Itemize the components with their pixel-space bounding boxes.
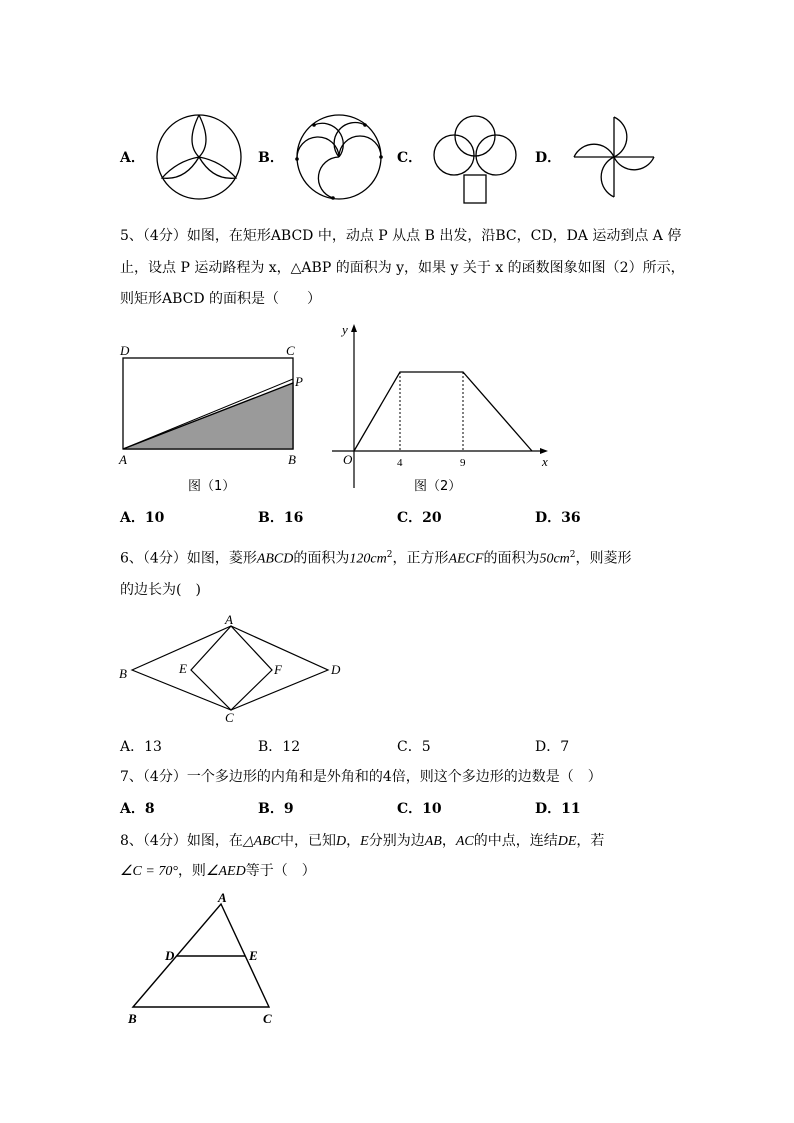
fig1-caption: 图（1）	[188, 479, 236, 494]
graph-tick-4: 4	[397, 457, 403, 469]
q5-option-b[interactable]: B．16	[258, 510, 304, 526]
graph-x-label: x	[542, 454, 548, 469]
fig8-label-c: C	[263, 1011, 272, 1026]
graph-tick-9: 9	[460, 457, 466, 469]
q7-option-c[interactable]: C．10	[397, 801, 442, 817]
q5-figure-1-rectangle	[110, 338, 320, 498]
circle-spiral-arcs-figure	[295, 113, 383, 201]
fig8-label-d: D	[165, 948, 175, 963]
fig8-label-e: E	[249, 948, 258, 963]
q7-option-a[interactable]: A．8	[120, 801, 155, 817]
q5-figure-2-graph	[330, 320, 560, 500]
q7-option-d[interactable]: D．11	[535, 801, 581, 817]
fig6-label-b: B	[119, 666, 127, 681]
q6-text-line2: 的边长为( )	[120, 582, 201, 598]
q6-option-a[interactable]: A．13	[120, 739, 162, 755]
q8-figure-triangle	[120, 890, 290, 1030]
q4-option-d-label[interactable]: D．	[535, 150, 562, 166]
q5-text-line1: 5、（4分）如图，在矩形ABCD 中，动点 P 从点 B 出发，沿BC，CD，DA 运动到点 A 停	[120, 228, 682, 244]
graph-line	[354, 372, 532, 451]
q7-option-b[interactable]: B．9	[258, 801, 294, 817]
q6-text-line1: 6、（4分）如图，菱形ABCD的面积为$120cm^2$，正方形AECF的面积为$50cm^2$，则菱形	[120, 550, 632, 567]
q5-text-line3: 则矩形ABCD 的面积是（ ）	[120, 291, 322, 307]
q4-option-c-label[interactable]: C．	[397, 150, 423, 166]
fig6-label-e: E	[179, 661, 187, 676]
q5-text-line2: 止，设点 P 运动路程为 x，△ABP 的面积为 y，如果 y 关于 x 的函数图象如图（2）所示，	[120, 260, 685, 276]
q8-text-line1: 8、（4分）如图，在△ABC中，已知D，E分别为边AB，AC的中点，连结DE，若	[120, 833, 605, 849]
fig8-label-b: B	[128, 1011, 137, 1026]
fig1-label-b: B	[288, 452, 296, 467]
graph-y-label: y	[342, 322, 348, 337]
fig2-caption: 图（2）	[414, 479, 462, 494]
q6-option-c[interactable]: C．5	[397, 739, 431, 755]
fig6-label-d: D	[331, 662, 341, 677]
q5-option-c[interactable]: C．20	[397, 510, 442, 526]
fig1-label-a: A	[119, 452, 127, 467]
fig1-label-c: C	[286, 343, 295, 358]
pinwheel-figure	[570, 113, 658, 201]
q6-option-d[interactable]: D．7	[535, 739, 570, 755]
q6-option-b[interactable]: B．12	[258, 739, 301, 755]
triangle-abp-shaded	[123, 383, 293, 449]
fig6-label-a: A	[225, 612, 233, 627]
q5-option-a[interactable]: A．10	[120, 510, 165, 526]
fig8-label-a: A	[218, 890, 227, 905]
q6-figure-rhombus	[115, 612, 355, 727]
q5-option-d[interactable]: D．36	[535, 510, 581, 526]
q4-option-b-label[interactable]: B．	[258, 150, 284, 166]
circle-three-arcs-figure	[155, 113, 243, 201]
q7-text: 7、（4分）一个多边形的内角和是外角和的4倍，则这个多边形的边数是（ ）	[120, 769, 602, 785]
fig6-label-f: F	[274, 662, 282, 677]
fig1-label-p: P	[295, 374, 303, 389]
q4-option-a-label[interactable]: A．	[120, 150, 145, 166]
three-circles-with-square-figure	[432, 115, 520, 205]
fig6-label-c: C	[225, 710, 234, 725]
graph-origin-label: O	[343, 452, 353, 467]
q8-text-line2: ∠C = 70°，则∠AED等于（ ）	[120, 863, 316, 879]
fig1-label-d: D	[120, 343, 130, 358]
